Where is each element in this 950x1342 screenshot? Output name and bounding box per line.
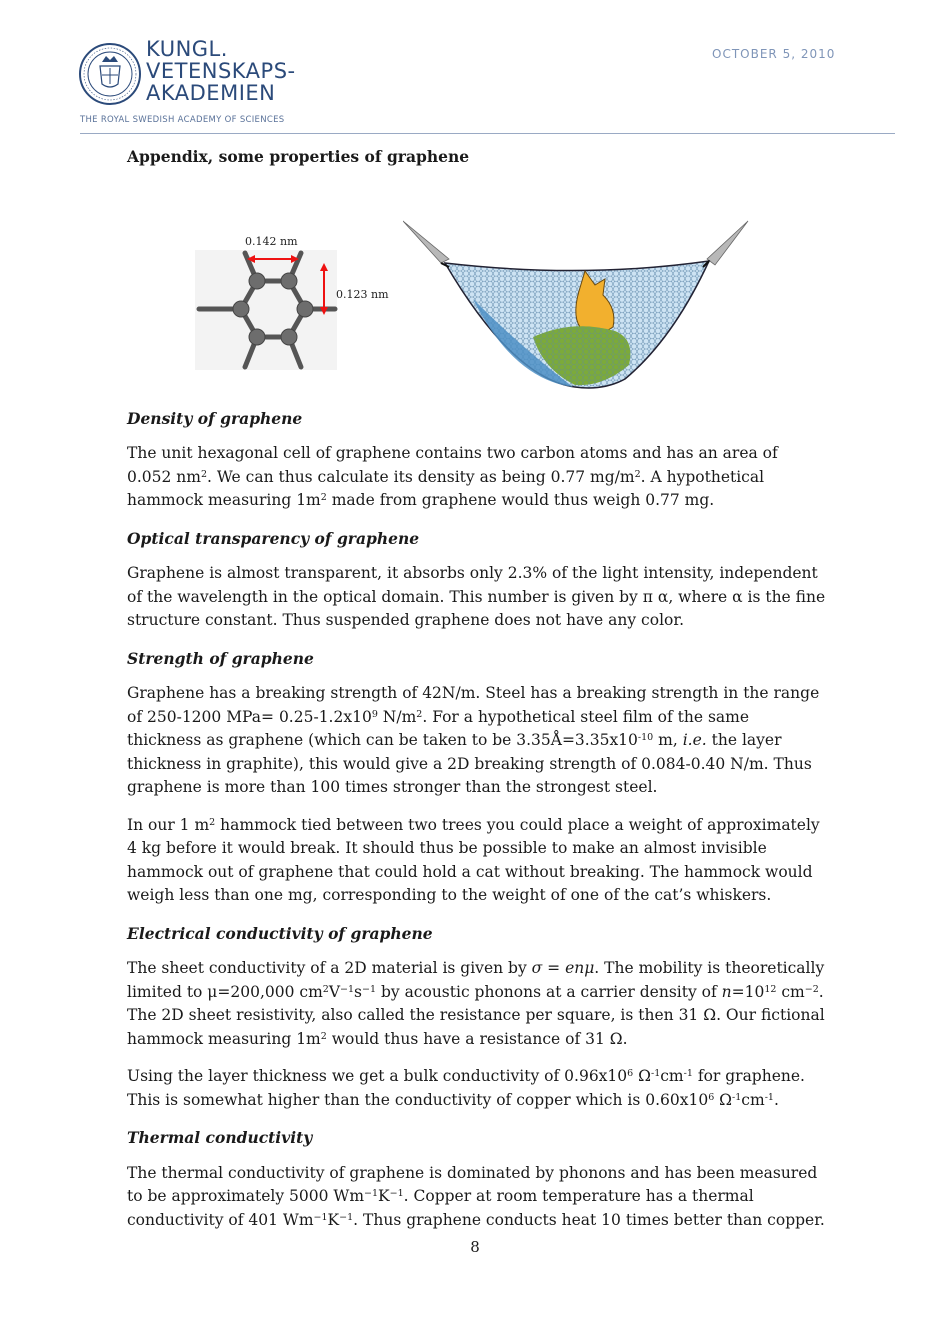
electrical-paragraph-1: The sheet conductivity of a 2D material is given by σ = enμ. The mobility is theoretically limited to μ=200,000 $cm^2V^{-1}s^{-1}$ by acoustic phonons at a carrier density of $n=10^{12}$ $cm^{-2}$. The 2D sheet resistivity, also called the resistance per square, is then 31 Ω. Our fictional hammock measuring $1m^2$ would thus have a resistance of 31 Ω. [127, 959, 825, 1048]
document-date: OCTOBER 5, 2010 [712, 47, 836, 61]
heading-density: Density of graphene [127, 408, 303, 428]
strength-paragraph-1: Graphene has a breaking strength of 42N/m. Steel has a breaking strength in the range of 250-1200 $MPa= 0.25-1.2x10^9$ $N/m^2$. For a hypothetical steel film of the same thickness as graphene (which can be taken to be $3.35Å=3.35x10^{-10}$ m, i.e. the layer thickness in graphite), this would give a 2D breaking strength of 0.084-0.40 N/m. Thus graphene is more than 100 times stronger than the strongest steel. [127, 684, 820, 796]
page-content [127, 145, 827, 1246]
graphene-hammock-cat-illustration [403, 219, 753, 399]
appendix-title: Appendix, some properties of graphene [127, 147, 470, 166]
height-label: 0.123 nm [336, 287, 389, 301]
heading-electrical: Electrical conductivity of graphene [127, 923, 433, 943]
logo-line-2: VETENSKAPS- [146, 59, 296, 83]
page-number: 8 [470, 1238, 480, 1256]
heading-optical: Optical transparency of graphene [127, 528, 420, 548]
bond-length-label: 0.142 nm [245, 234, 298, 248]
optical-paragraph: Graphene is almost transparent, it absorbs only 2.3% of the light intensity, independent of the wavelength in the optical domain. This number is given by π α, where α is the fine structure constant. Thus suspended graphene does not have any color. [127, 564, 826, 629]
electrical-paragraph-2: Using the layer thickness we get a bulk conductivity of $0.96x10^6$ $\Omega^{-1}cm^{-1}$ for graphene. This is somewhat higher than the conductivity of copper which is $0.60x10^6$ $\Omega^{-1}cm^{-1}$. [127, 1067, 805, 1109]
figure-row [127, 179, 827, 397]
thermal-paragraph: The thermal conductivity of graphene is dominated by phonons and has been measured to be approximately 5000 $Wm^{-1}K^{-1}$. Copper at room temperature has a thermal conductivity of 401 $Wm^{-1}K^{-1}$. Thus graphene conducts heat 10 times better than copper. [127, 1163, 825, 1229]
academy-name [146, 38, 296, 104]
logo-line-1: KUNGL. [146, 37, 228, 61]
heading-strength: Strength of graphene [127, 648, 314, 668]
academy-seal-logo [78, 36, 142, 112]
academy-subtitle: THE ROYAL SWEDISH ACADEMY OF SCIENCES [80, 115, 285, 125]
heading-thermal: Thermal conductivity [127, 1128, 313, 1147]
density-paragraph: The unit hexagonal cell of graphene contains two carbon atoms and has an area of 0.052 $nm^2$. We can thus calculate its density as being 0.77 $mg/m^2$. A hypothetical hammock measuring $1m^2$ made from graphene would thus weigh 0.77 mg. [127, 444, 778, 509]
page-header [0, 0, 950, 136]
conductivity-formula: σ = enμ [531, 959, 595, 977]
strength-paragraph-2: In our 1 $m^2$ hammock tied between two trees you could place a weight of approximately 4 kg before it would break. It should thus be possible to make an almost invisible hammock out of graphene that could hold a cat without breaking. The hammock would weigh less than one mg, corresponding to the weight of one of the cat’s whiskers. [127, 815, 820, 904]
logo-line-3: AKADEMIEN [146, 81, 276, 105]
header-divider [80, 133, 895, 134]
graphene-lattice-figure [195, 205, 395, 395]
